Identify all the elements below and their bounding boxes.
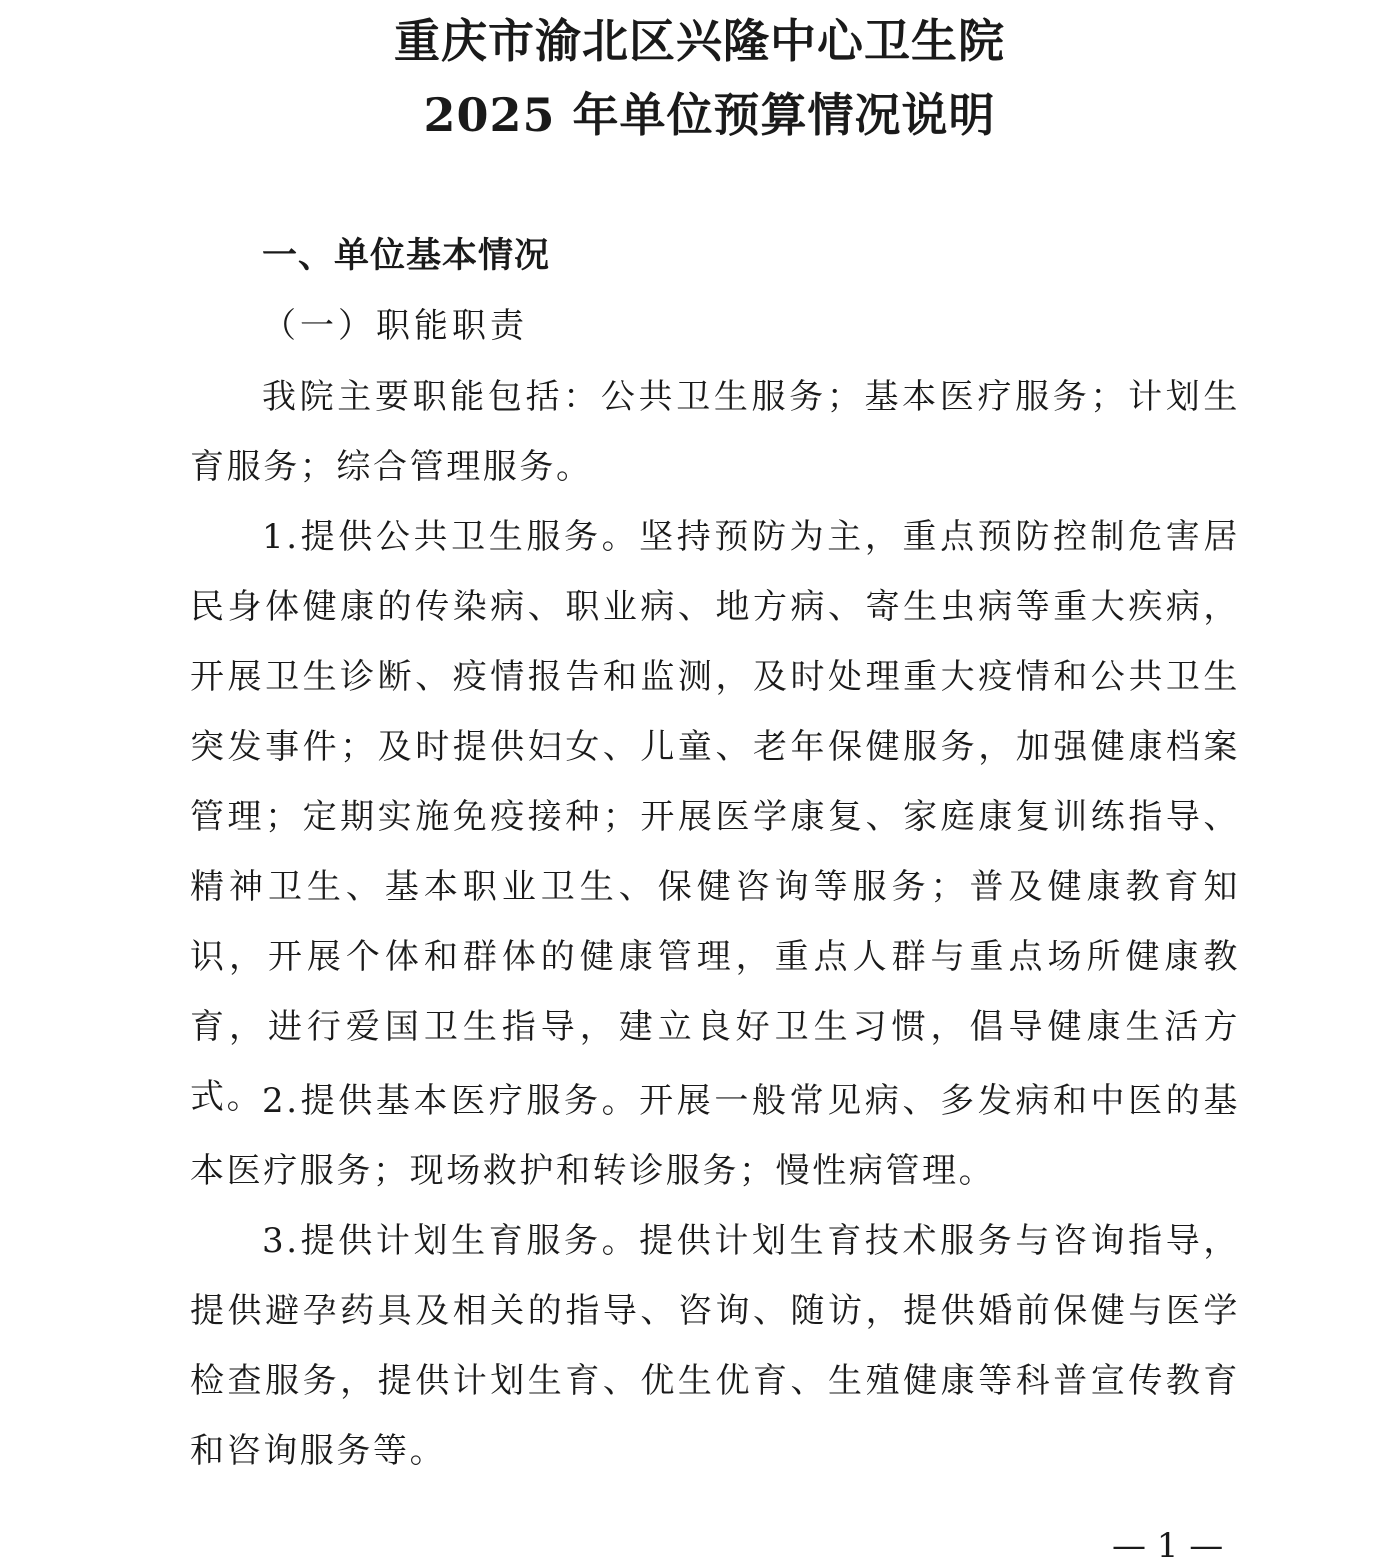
- title-line-1: 重庆市渝北区兴隆中心卫生院: [394, 14, 1005, 68]
- paragraph-public-health: 1.提供公共卫生服务。坚持预防为主，重点预防控制危害居民身体健康的传染病、职业病、地方病、寄生虫病等重大疾病，开展卫生诊断、疫情报告和监测，及时处理重大疫情和公共卫生突发事件；及时提供妇女、儿童、老年保健服务，加强健康档案管理；定期实施免疫接种；开展医学康复、家庭康复训练指导、精神卫生、基本职业卫生、保健咨询等服务；普及健康教育知识，开展个体和群体的健康管理，重点人群与重点场所健康教育，进行爱国卫生指导，建立良好卫生习惯，倡导健康生活方式。: [190, 517, 1240, 1117]
- paragraph-main-duties: 我院主要职能包括：公共卫生服务；基本医疗服务；计划生育服务；综合管理服务。: [190, 377, 1240, 487]
- paragraph-family-planning: 3.提供计划生育服务。提供计划生育技术服务与咨询指导，提供避孕药具及相关的指导、咨询、随访，提供婚前保健与医学检查服务，提供计划生育、优生优育、生殖健康等科普宣传教育和咨询服务等。: [190, 1221, 1240, 1471]
- document-title: [0, 4, 1399, 152]
- title-line-2: 2025 年单位预算情况说明: [423, 88, 996, 142]
- section-heading-basic-info: 一、单位基本情况: [262, 236, 551, 276]
- subsection-heading-duties: （一）职能职责: [262, 306, 528, 346]
- paragraph-basic-medical: 2.提供基本医疗服务。开展一般常见病、多发病和中医的基本医疗服务；现场救护和转诊服务；慢性病管理。: [190, 1081, 1240, 1191]
- page-number: — 1 —: [1112, 1526, 1224, 1566]
